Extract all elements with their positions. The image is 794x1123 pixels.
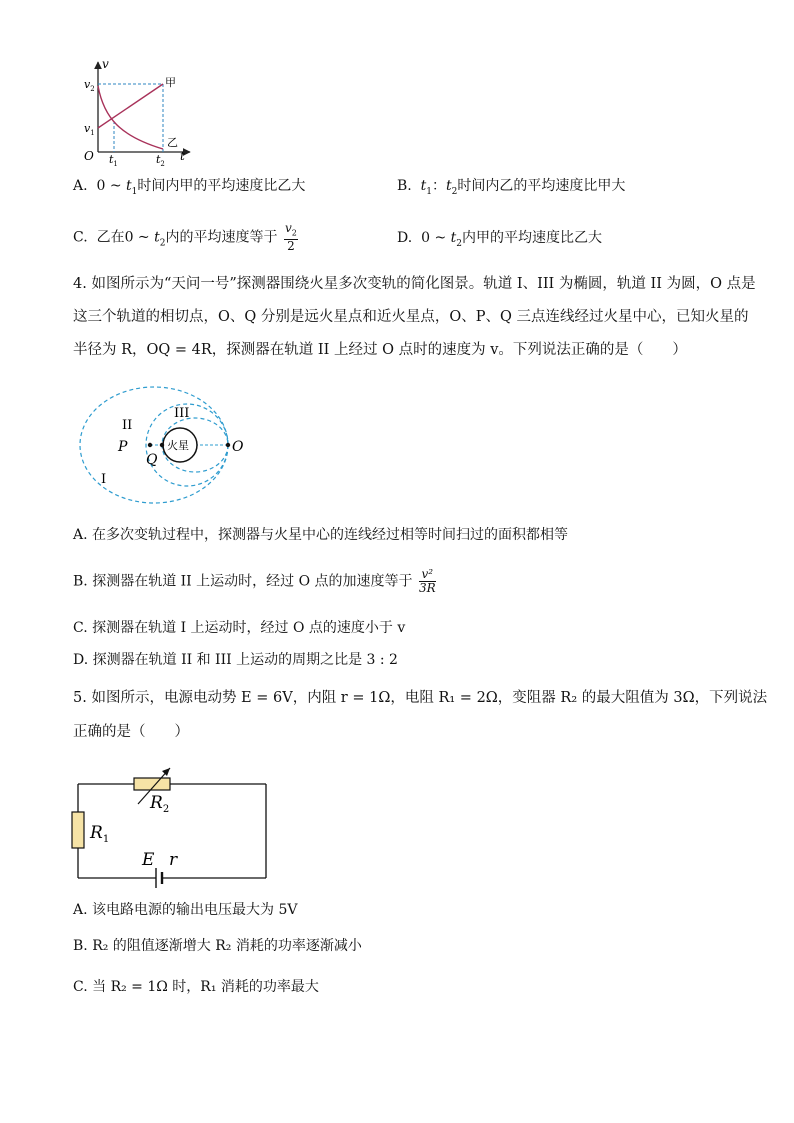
label-Q: Q	[146, 452, 158, 468]
axis-v-label: v	[102, 57, 109, 71]
yi-label: 乙	[167, 136, 178, 149]
fraction-v2-over-2: $\frac{v_2}{2}$	[284, 221, 297, 254]
point-O	[226, 443, 230, 447]
q3-option-c: C. 乙在0 ~ $t_2$内的平均速度等于 $\frac{v_2}{2}$	[73, 221, 297, 254]
point-Q	[160, 443, 164, 447]
curve-jia	[98, 84, 163, 128]
resistor-r1	[72, 812, 84, 848]
mars-label: 火星	[167, 439, 189, 452]
q4-option-c: C. 探测器在轨道 I 上运动时，经过 O 点的速度小于 v	[73, 620, 406, 636]
q3-option-d: D. 0 ~ $t_2$内甲的平均速度比乙大	[397, 230, 603, 249]
q4-option-a: A. 在多次变轨过程中，探测器与火星中心的连线经过相等时间扫过的面积都相等	[73, 527, 569, 543]
q4-stem-line-2: 这三个轨道的相切点，O、Q 分别是远火星点和近火星点，O、P、Q 三点连线经过火星中心，已知火星的	[73, 309, 749, 325]
q4-option-b: B. 探测器在轨道 II 上运动时，经过 O 点的加速度等于 $\frac{\text{v²}}{3R}$	[73, 567, 436, 595]
q3-option-b: B. $t_1$：$t_2$时间内乙的平均速度比甲大	[397, 178, 626, 197]
q5-option-b: B. R₂ 的阻值逐渐增大 R₂ 消耗的功率逐渐减小	[73, 938, 362, 954]
q5-option-a: A. 该电路电源的输出电压最大为 5V	[73, 902, 298, 918]
fraction-v2-over-3R: $\frac{\text{v²}}{3R}$	[418, 567, 436, 595]
label-III: III	[174, 406, 190, 421]
label-O: O	[232, 439, 244, 455]
q4-stem-line-3: 半径为 R，OQ = 4R，探测器在轨道 II 上经过 O 点时的速度为 v。下列说法正确的是（ ）	[73, 342, 687, 358]
q3-option-a: A. 0 ~ $t_1$时间内甲的平均速度比乙大	[73, 178, 306, 197]
axis-t-label: t	[180, 149, 185, 163]
v2-label: $v_2$	[84, 78, 95, 93]
origin-label: O	[84, 149, 94, 163]
curve-yi	[98, 86, 163, 149]
r2-label: $R_2$	[150, 793, 170, 815]
q4-stem-line-1: 4. 如图所示为“天问一号”探测器围绕火星多次变轨的简化图景。轨道 I、III 为椭圆，轨道 II 为圆，O 点是	[73, 276, 756, 292]
q5-stem-line-2: 正确的是（ ）	[73, 724, 189, 740]
label-I: I	[101, 472, 107, 487]
orbit-diagram	[70, 378, 260, 514]
label-II: II	[122, 418, 133, 433]
t1-label: $t_1$	[109, 153, 118, 168]
label-P: P	[118, 439, 128, 455]
q5-option-c: C. 当 R₂ = 1Ω 时，R₁ 消耗的功率最大	[73, 979, 319, 995]
circuit-diagram	[66, 760, 276, 890]
vt-graph	[80, 56, 200, 168]
t2-label: $t_2$	[156, 153, 165, 168]
q4-option-d: D. 探测器在轨道 II 和 III 上运动的周期之比是 3 : 2	[73, 652, 398, 668]
emf-label: E	[142, 850, 155, 870]
internal-resistance-label: r	[169, 850, 178, 870]
jia-label: 甲	[165, 76, 176, 89]
r1-label: $R_1$	[90, 823, 110, 845]
q5-stem-line-1: 5. 如图所示，电源电动势 E = 6V，内阻 r = 1Ω，电阻 R₁ = 2Ω，变阻器 R₂ 的最大阻值为 3Ω，下列说法	[73, 690, 768, 706]
v1-label: $v_1$	[84, 122, 95, 137]
point-P	[148, 443, 152, 447]
